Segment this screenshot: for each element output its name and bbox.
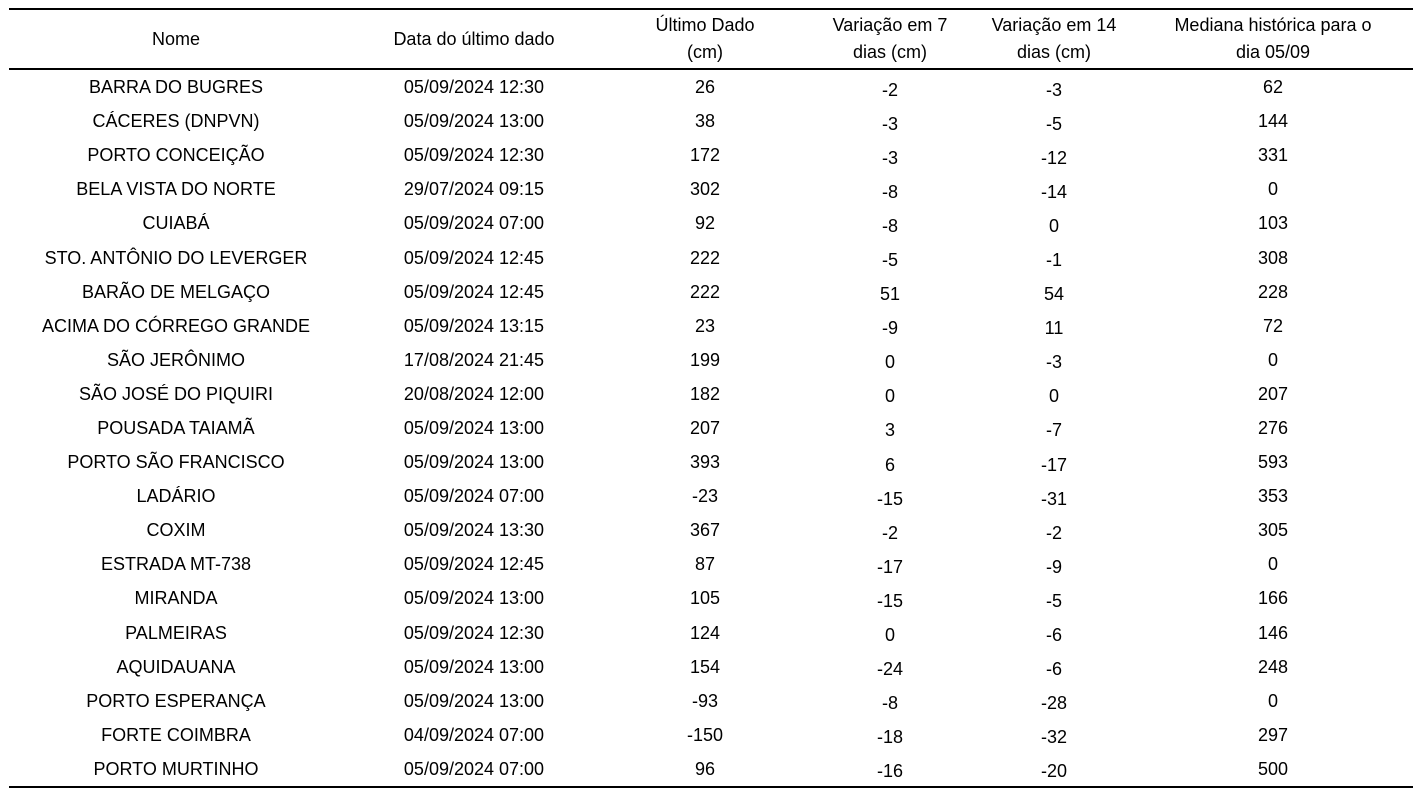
cell-nome: PORTO CONCEIÇÃO [87,145,265,166]
cell-data: 05/09/2024 12:45 [403,281,545,302]
cell-var7: -2 [881,522,898,543]
cell-mediana: 331 [1257,145,1289,166]
table-row [9,581,1413,615]
cell-var14: 0 [1048,386,1059,407]
cell-data: 05/09/2024 13:00 [403,452,545,473]
cell-var7: -9 [881,318,898,339]
cell-data: 05/09/2024 12:45 [403,554,545,575]
cell-data: 17/08/2024 21:45 [403,349,545,370]
cell-ultimo: 87 [694,554,716,575]
cell-data: 05/09/2024 13:00 [403,690,545,711]
header-row [9,9,1413,69]
cell-nome: BELA VISTA DO NORTE [76,179,276,200]
cell-mediana: 593 [1257,452,1289,473]
cell-var14: -2 [1045,522,1062,543]
cell-var14: -12 [1040,147,1067,168]
cell-mediana: 308 [1257,247,1289,268]
cell-mediana: 248 [1257,656,1289,677]
cell-var14: 11 [1044,318,1064,339]
cell-mediana: 305 [1257,520,1289,541]
cell-mediana: 0 [1267,349,1278,370]
cell-var7: -17 [876,556,903,577]
cell-nome: FORTE COIMBRA [101,724,251,745]
cell-ultimo: 154 [689,656,721,677]
table-row [9,309,1413,343]
cell-var7: 6 [884,454,895,475]
cell-mediana: 144 [1257,111,1289,132]
cell-data: 05/09/2024 13:00 [403,417,545,438]
cell-var7: -5 [881,250,898,271]
cell-mediana: 0 [1267,179,1278,200]
table-row [9,684,1413,718]
cell-nome: BARRA DO BUGRES [88,77,264,98]
cell-var7: 0 [884,352,895,373]
cell-var7: -2 [881,79,898,100]
cell-var14: -31 [1040,488,1067,509]
cell-var14: -5 [1045,113,1062,134]
table-row [9,513,1413,547]
cell-data: 05/09/2024 13:00 [403,111,545,132]
table-row [9,240,1413,274]
cell-data: 20/08/2024 12:00 [403,383,545,404]
cell-mediana: 297 [1257,724,1289,745]
cell-var7: -3 [881,147,898,168]
cell-nome: LADÁRIO [136,486,216,507]
cell-var7: 0 [884,625,895,646]
cell-var14: -14 [1040,181,1067,202]
cell-data: 05/09/2024 12:45 [403,247,545,268]
cell-var14: -7 [1045,420,1062,441]
table-row [9,69,1413,104]
cell-nome: CÁCERES (DNPVN) [92,111,260,132]
cell-var14: -17 [1040,454,1067,475]
cell-var14: -6 [1045,659,1062,680]
cell-mediana: 276 [1257,417,1289,438]
cell-data: 05/09/2024 13:30 [403,520,545,541]
cell-mediana: 500 [1257,758,1289,779]
table-row [9,650,1413,684]
table-row [9,377,1413,411]
table-row [9,616,1413,650]
cell-var14: -3 [1045,352,1062,373]
cell-nome: STO. ANTÔNIO DO LEVERGER [44,247,308,268]
cell-var7: -8 [881,215,898,236]
cell-data: 05/09/2024 07:00 [403,758,545,779]
table-row [9,104,1413,138]
cell-ultimo: -23 [691,486,718,507]
table-row [9,206,1413,240]
cell-ultimo: 92 [694,213,716,234]
table-row [9,479,1413,513]
cell-ultimo: 96 [694,758,716,779]
cell-nome: PALMEIRAS [125,622,227,643]
cell-var7: -18 [876,727,903,748]
cell-ultimo: -150 [686,724,724,745]
cell-var14: -20 [1040,761,1067,782]
table-row [9,445,1413,479]
cell-nome: AQUIDAUANA [116,656,236,677]
table-row [9,172,1413,206]
header-data: Data do último dado [393,28,555,49]
cell-ultimo: 367 [689,520,721,541]
cell-mediana: 166 [1257,588,1289,609]
cell-nome: MIRANDA [134,588,218,609]
cell-ultimo: 199 [689,349,721,370]
cell-data: 05/09/2024 12:30 [403,622,545,643]
cell-ultimo: 124 [689,622,721,643]
cell-data: 29/07/2024 09:15 [403,179,545,200]
cell-nome: POUSADA TAIAMÃ [97,417,255,438]
cell-ultimo: 182 [689,383,721,404]
cell-data: 05/09/2024 13:15 [403,315,545,336]
cell-data: 05/09/2024 13:00 [403,656,545,677]
cell-data: 04/09/2024 07:00 [403,724,545,745]
header-nome: Nome [151,28,200,49]
cell-var7: -15 [876,488,903,509]
cell-var7: -3 [881,113,898,134]
table-row [9,752,1413,787]
cell-var7: 51 [879,284,901,305]
cell-var14: -32 [1040,727,1067,748]
cell-var14: 0 [1048,215,1059,236]
cell-ultimo: 207 [689,417,721,438]
cell-nome: COXIM [146,520,206,541]
cell-ultimo: 302 [689,179,721,200]
cell-var14: 54 [1043,284,1065,305]
cell-data: 05/09/2024 12:30 [403,145,545,166]
cell-var14: -5 [1045,590,1062,611]
table-row [9,275,1413,309]
cell-ultimo: 172 [689,145,721,166]
cell-mediana: 228 [1257,281,1289,302]
cell-mediana: 62 [1262,77,1284,98]
cell-var14: -9 [1045,556,1062,577]
cell-var7: -16 [876,761,903,782]
cell-nome: SÃO JOSÉ DO PIQUIRI [78,383,274,404]
cell-nome: PORTO SÃO FRANCISCO [67,452,285,473]
cell-mediana: 207 [1257,383,1289,404]
cell-var14: -3 [1045,79,1062,100]
cell-var7: -24 [876,659,903,680]
cell-nome: BARÃO DE MELGAÇO [81,281,271,302]
cell-var14: -28 [1040,693,1067,714]
cell-nome: ESTRADA MT-738 [100,554,252,575]
cell-var14: -6 [1045,625,1062,646]
cell-ultimo: 105 [689,588,721,609]
cell-ultimo: 38 [694,111,716,132]
header-var14: Variação em 14 dias (cm) [991,15,1117,62]
table-row [9,138,1413,172]
cell-mediana: 72 [1262,315,1284,336]
cell-var7: -8 [881,181,898,202]
cell-data: 05/09/2024 07:00 [403,213,545,234]
header-var7: Variação em 7 dias (cm) [832,15,948,62]
cell-var7: -8 [881,693,898,714]
cell-ultimo: 393 [689,452,721,473]
cell-nome: CUIABÁ [142,213,210,234]
cell-var7: -15 [876,590,903,611]
table-row [9,411,1413,445]
cell-ultimo: -93 [691,690,718,711]
cell-var14: -1 [1045,250,1062,271]
cell-ultimo: 222 [689,247,721,268]
cell-data: 05/09/2024 12:30 [403,77,545,98]
cell-nome: PORTO MURTINHO [93,758,259,779]
cell-nome: SÃO JERÔNIMO [106,349,245,370]
table-row [9,718,1413,752]
table-header [9,9,1413,69]
cell-mediana: 146 [1257,622,1289,643]
cell-var7: 3 [884,420,895,441]
cell-mediana: 353 [1257,486,1289,507]
cell-var7: 0 [884,386,895,407]
header-mediana: Mediana histórica para o dia 05/09 [1174,15,1372,62]
cell-mediana: 0 [1267,690,1278,711]
cell-ultimo: 23 [694,315,716,336]
cell-nome: ACIMA DO CÓRREGO GRANDE [41,315,311,336]
header-ultimo: Último Dado (cm) [655,15,755,62]
cell-data: 05/09/2024 13:00 [403,588,545,609]
cell-ultimo: 26 [694,77,716,98]
cell-nome: PORTO ESPERANÇA [86,690,266,711]
cell-data: 05/09/2024 07:00 [403,486,545,507]
cell-ultimo: 222 [689,281,721,302]
table-row [9,343,1413,377]
cell-mediana: 0 [1267,554,1278,575]
table-row [9,547,1413,581]
river-levels-table [9,8,1413,788]
table-body [9,69,1413,787]
cell-mediana: 103 [1257,213,1289,234]
